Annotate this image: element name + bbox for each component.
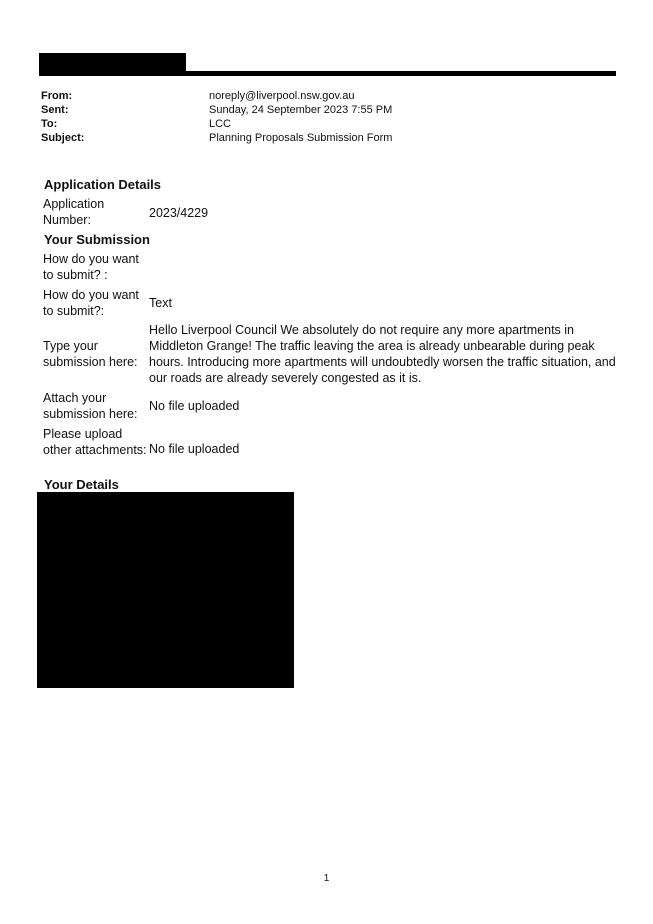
page-number: 1 <box>323 873 330 884</box>
other-attachments-value: No file uploaded <box>149 442 240 456</box>
header-rule <box>39 71 616 76</box>
how-submit-label-2: How do you want to submit?: <box>43 288 139 318</box>
subject-label: Subject: <box>41 132 85 144</box>
application-number-label: Application Number: <box>43 197 105 227</box>
attach-submission-value: No file uploaded <box>149 399 240 413</box>
type-submission-value: Hello Liverpool Council We absolutely do not require any more apartments in Middleton Grange! The traffic leaving the area is already unbearable during peak hours. Introducing more apartments will undoubtedly worsen the traffic situation, and our roads are already severely congested as it is. <box>149 323 616 385</box>
your-details-heading: Your Details <box>44 477 119 492</box>
other-attachments-label: Please upload other attachments: <box>43 427 147 457</box>
to-value: LCC <box>209 118 232 130</box>
redaction-block-details <box>37 492 294 688</box>
your-submission-heading: Your Submission <box>44 232 150 247</box>
application-number-value: 2023/4229 <box>149 206 209 220</box>
how-submit-value-2: Text <box>149 296 172 310</box>
how-submit-label-1: How do you want to submit? : <box>43 252 139 282</box>
application-details-heading: Application Details <box>44 177 162 192</box>
sent-label: Sent: <box>41 104 69 116</box>
from-label: From: <box>41 90 73 102</box>
type-submission-label: Type your submission here: <box>43 339 138 369</box>
sent-value: Sunday, 24 September 2023 7:55 PM <box>209 104 393 116</box>
attach-submission-label: Attach your submission here: <box>43 391 138 421</box>
subject-value: Planning Proposals Submission Form <box>209 132 393 144</box>
to-label: To: <box>41 118 58 130</box>
from-value: noreply@liverpool.nsw.gov.au <box>209 90 355 102</box>
